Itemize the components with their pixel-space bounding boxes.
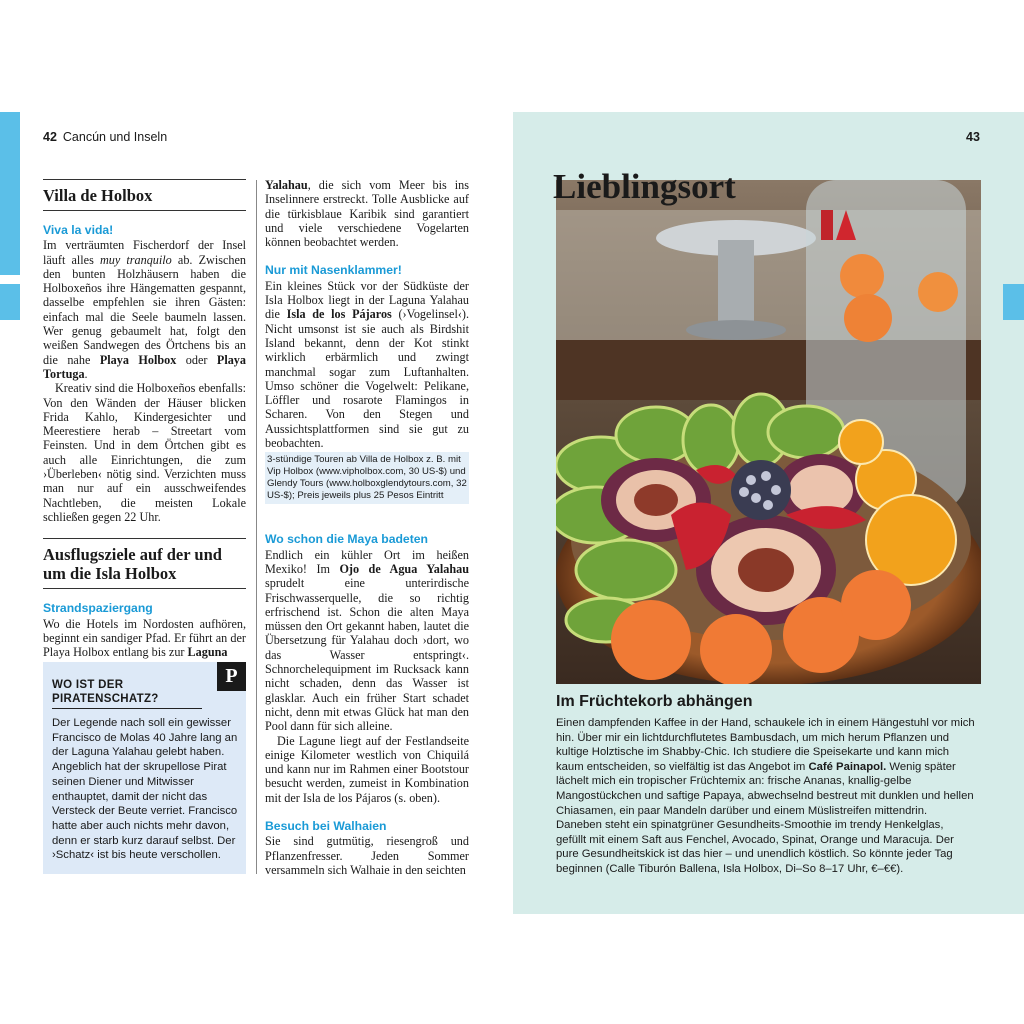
pirate-box-title: WO IST DER PIRATENSCHATZ? — [52, 678, 202, 709]
paragraph-lagune: Die Lagune liegt auf der Festlandseite einige Kilometer westlich von Chiquilá und kann nur im Rahmen einer Bootstour besucht werden, zumeist in Kombination mit der Isla de los Pájaros (s. oben). — [265, 733, 469, 805]
chapter-tab-marker-small — [0, 284, 20, 320]
paragraph-ojo-de-agua: Endlich ein kühler Ort im heißen Mexiko! Im Ojo de Agua Yalahau sprudelt eine unterirdische Frischwasserquelle, die so richtig erfrischend ist. Schon die alten Maya müssen den Ort gekannt haben, lautet die Übersetzung für Yalahau doch ›dort, wo das Wasser entspringt‹. Schnorchelequipment im Rucksack kann nicht schaden, denn das Wasser ist glasklar. Auch ein früher Start schadet nicht, denn mit etwas Glück hat man den Pool dann für sich alleine. — [265, 547, 469, 734]
subheading-strand: Strandspaziergang — [43, 601, 153, 616]
page-number-left: 42 — [43, 130, 57, 144]
running-head — [43, 130, 167, 144]
subheading-viva: Viva la vida! — [43, 223, 114, 237]
lieblingsort-title: Lieblingsort — [553, 167, 736, 206]
subheading-maya: Wo schon die Maya badeten — [265, 532, 428, 547]
subheading-walhaie: Besuch bei Walhaien — [265, 818, 387, 833]
section-heading-ausflugsziele: Ausflugsziele auf der und um die Isla Holbox — [43, 538, 246, 589]
middle-column — [265, 178, 469, 877]
info-box-p-icon: P — [217, 662, 246, 691]
paragraph-walhaie: Sie sind gutmütig, riesengroß und Pflanzenfresser. Jeden Sommer versammeln sich Walhaie in den seichten — [265, 834, 469, 877]
chapter-tab-marker — [0, 112, 20, 275]
left-column — [43, 179, 246, 659]
right-body-text: Einen dampfenden Kaffee in der Hand, schaukele ich in einem Hängestuhl vor mich hin. Über mir ein lichtdurchflutetes Bambusdach, um mich herum Pflanzen und kultige Holztische im Shabby-Chic. Ich studiere die Speisekarte und kann mich kaum entscheiden, so vielfältig ist das Angebot im Café Painapol. Wenig später lächelt mich ein tropischer Früchtemix an: frische Ananas, knallig-gelbe Mangostückchen und saftige Papaya, abwechselnd bestreut mit dunklen und hellen Chiasamen, ein paar Mandeln darüber und einem Müslistreifen mittendrin. Daneben steht ein spinatgrüner Gesundheits-Smoothie im trendy Henkelglas, gefüllt mit einem Saft aus Fenchel, Avocado, Spinat, Orange und Maracuja. Der pure Gesundheitskick ist das hier – und unendlich köstlich. So könnte jeder Tag beginnen (Calle Tiburón Ballena, Isla Holbox, Di–So 8–17 Uhr, €–€€). — [556, 717, 975, 875]
subheading-nasenklammer: Nur mit Nasenklammer! — [265, 263, 402, 278]
section-heading-villa: Villa de Holbox — [43, 179, 246, 211]
paragraph-villa-2: Kreativ sind die Holboxeños ebenfalls: Von den Wänden der Häuser blicken Frida Kahlo, Kindergesichter und Meerestiere herab – Streetart vom Feinsten. Und in dem Örtchen gibt es auch alle Einrichtungen, die zum ›Überleben‹ nötig sind. Verzichten muss man nur auf ein ausschweifendes Nachtleben, die meisten Lokale schließen gegen 22 Uhr. — [43, 381, 246, 524]
paragraph-strand: Wo die Hotels im Nordosten aufhören, beginnt ein sandiger Pfad. Er führt an der Playa Holbox entlang bis zur Laguna — [43, 616, 246, 660]
paragraph-villa-1: Im verträumten Fischerdorf der Insel läuft alles muy tranquilo ab. Zwischen den bunten Holzhäusern haben die Holboxeños ihre Hängematten gespannt, dasselbe empfehlen sie ihren Gästen: einfach mal die Seele baumeln lassen. Wer genug gebaumelt hat, folgt den weißen Sandwegen des Örtchens bis an die nahe Playa Holbox oder Playa Tortuga. — [43, 238, 246, 381]
page-number-right: 43 — [966, 130, 980, 144]
column-divider — [256, 180, 257, 874]
right-tab-marker — [1003, 284, 1024, 320]
fruit-bowl-photo — [556, 180, 981, 684]
running-title: Cancún und Inseln — [62, 130, 168, 144]
tour-info-note: 3-stündige Touren ab Villa de Holbox z. B. mit Vip Holbox (www.vipholbox.com, 30 US-$) und Glendy Tours (www.holboxglendytours.com, 32 US-$); Preis jeweils plus 25 Pesos Eintritt — [265, 452, 469, 504]
pirate-info-box — [43, 662, 246, 874]
paragraph-yalahau: Yalahau, die sich vom Meer bis ins Inselinnere erstreckt. Tolle Ausblicke auf die türkisblaue Karibik sind garantiert und viele verschiedene Vogelarten können beobachtet werden. — [265, 178, 469, 250]
paragraph-vogelinsel: Ein kleines Stück vor der Südküste der Isla Holbox liegt in der Laguna Yalahau die Isla de los Pájaros (›Vogelinsel‹). Nicht umsonst ist sie auch als Birdshit Island bekannt, denn der Kot stinkt wirklich erbärmlich und zwingt manchmal sogar zum Luftanhalten. Umso schöner die Vogelwelt: Pelikane, Löffler und rosarote Flamingos in Scharen. Von den Stegen und Aussichtsplattformen sind sie gut zu beobachten. — [265, 278, 470, 451]
pirate-box-text: Der Legende nach soll ein gewisser Francisco de Molas 40 Jahre lang an der Laguna Yalahau gelebt haben. Angeblich hat der skrupellose Pirat seinen Diener und Mitwisser enthauptet, damit der nicht das Versteck der Beute verriet. Francisco hatte aber auch nichts mehr davon, denn er starb kurz darauf selbst. Der ›Schatz‹ ist bis heute verschollen. — [52, 717, 238, 862]
right-heading: Im Früchtekorb abhängen — [556, 693, 753, 710]
